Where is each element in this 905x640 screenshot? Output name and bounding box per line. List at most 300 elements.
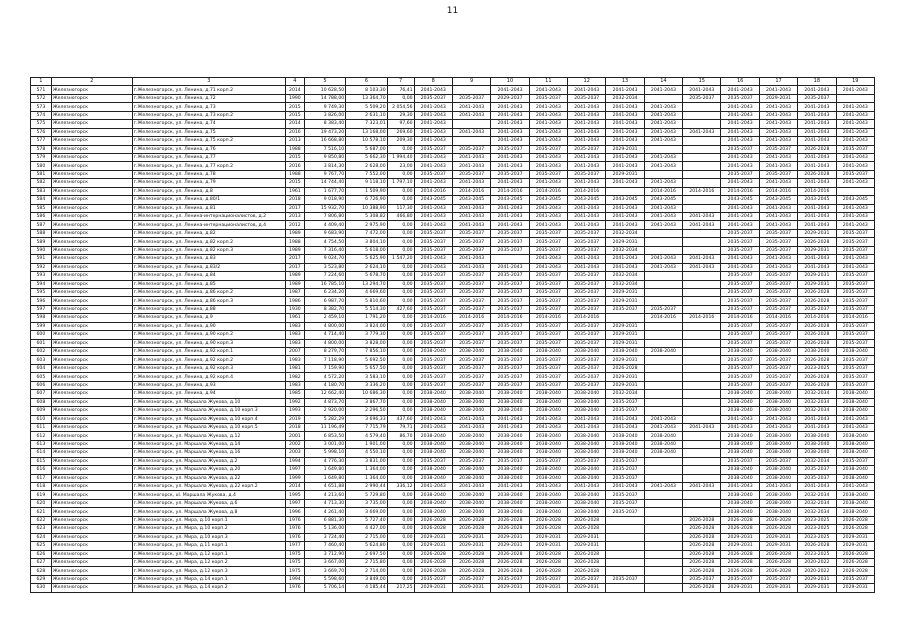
column-header: 15	[683, 78, 721, 86]
table-cell: 2029-2031	[491, 584, 529, 592]
table-cell: 2038-2040	[836, 432, 874, 440]
table-cell: 2038-2040	[644, 449, 682, 457]
table-cell: 2035-2037	[452, 457, 490, 465]
table-cell: 2041-2043	[759, 483, 797, 491]
table-cell: 15 932,70	[304, 204, 345, 212]
table-cell: Железногорск	[51, 356, 132, 364]
table-cell: 2041-2043	[414, 483, 452, 491]
table-cell: г.Железногорск, ул. Мира, д.14 корп.2	[132, 584, 285, 592]
table-cell: 2038-2040	[721, 440, 759, 448]
table-cell	[683, 120, 721, 128]
table-cell: 2041-2043	[644, 128, 682, 136]
table-cell: 2035-2037	[606, 305, 644, 313]
table-cell: 2041-2043	[759, 120, 797, 128]
table-cell: 2035-2037	[529, 575, 567, 583]
table-cell: 2035-2037	[568, 305, 606, 313]
table-cell: 2035-2037	[759, 246, 797, 254]
table-cell: 5 729,80	[346, 491, 387, 499]
table-cell: 1 649,80	[304, 474, 345, 482]
table-cell: 0,00	[387, 297, 414, 305]
table-cell: 5 687,00	[346, 145, 387, 153]
table-cell: 2035-2037	[721, 94, 759, 102]
column-header: 7	[387, 78, 414, 86]
table-cell: г.Железногорск, ул. Ленина, д.72	[132, 94, 285, 102]
table-cell: Железногорск	[51, 137, 132, 145]
table-cell: 2043-2045	[836, 196, 874, 204]
table-cell	[606, 314, 644, 322]
table-cell: Железногорск	[51, 474, 132, 482]
table-cell: 2026-2028	[568, 550, 606, 558]
table-cell: 2038-2040	[721, 390, 759, 398]
table-cell: 0,00	[387, 390, 414, 398]
table-cell: 2043-2045	[644, 196, 682, 204]
table-cell: 2041-2043	[606, 128, 644, 136]
table-cell	[836, 94, 874, 102]
table-cell: 5 514,30	[346, 305, 387, 313]
table-cell: 2035-2037	[529, 364, 567, 372]
table-cell: 2038-2040	[759, 407, 797, 415]
table-cell: 608	[31, 398, 52, 406]
table-cell: 2035-2037	[721, 238, 759, 246]
table-cell: 336,12	[387, 483, 414, 491]
table-cell: 602	[31, 348, 52, 356]
table-cell: 0,00	[387, 525, 414, 533]
table-cell: 2035-2037	[414, 339, 452, 347]
table-cell: 7 323,01	[346, 120, 387, 128]
table-cell: 1993	[286, 407, 305, 415]
table-cell: 2041-2043	[568, 86, 606, 94]
table-cell: 2041-2043	[683, 423, 721, 431]
table-cell: 4 800,00	[304, 339, 345, 347]
table-cell: г.Железногорск, ул. Мира, д.10 корп.2	[132, 525, 285, 533]
table-cell: 2041-2043	[836, 255, 874, 263]
table-cell: 2038-2040	[452, 474, 490, 482]
table-cell: 2 990,44	[346, 483, 387, 491]
table-cell: 1983	[286, 322, 305, 330]
table-cell: 2041-2043	[836, 204, 874, 212]
table-cell: 2038-2040	[452, 440, 490, 448]
table-cell: 2041-2043	[452, 221, 490, 229]
table-cell: 1976	[286, 584, 305, 592]
table-cell: 2035-2037	[491, 288, 529, 296]
table-cell: 117,30	[387, 204, 414, 212]
table-cell: 0,00	[387, 196, 414, 204]
table-cell: 580	[31, 162, 52, 170]
table-cell: 2038-2040	[836, 348, 874, 356]
table-cell: 2026-2028	[836, 558, 874, 566]
table-cell: 1989	[286, 272, 305, 280]
table-cell: 2035-2037	[606, 499, 644, 507]
table-cell: 2014-2016	[759, 187, 797, 195]
table-cell: 604	[31, 364, 52, 372]
table-cell: 11 196,49	[304, 423, 345, 431]
table-cell: 2035-2037	[452, 575, 490, 583]
table-cell: 599	[31, 322, 52, 330]
table-cell: 2 631,10	[346, 111, 387, 119]
table-cell: 9 683,90	[304, 229, 345, 237]
table-cell: Железногорск	[51, 111, 132, 119]
table-cell: 0,00	[387, 229, 414, 237]
table-cell: 2035-2037	[836, 297, 874, 305]
table-cell	[644, 466, 682, 474]
table-cell: 2041-2043	[798, 263, 836, 271]
table-cell: 2041-2043	[759, 213, 797, 221]
table-cell: 7 552,00	[346, 170, 387, 178]
table-cell: г.Железногорск, ул. Ленина, д.9	[132, 314, 285, 322]
table-cell: 2038-2040	[606, 449, 644, 457]
table-cell: Железногорск	[51, 457, 132, 465]
table-cell: 2038-2040	[568, 449, 606, 457]
table-cell: 2038-2040	[836, 449, 874, 457]
table-cell: 0,00	[387, 499, 414, 507]
table-row	[31, 170, 875, 178]
table-cell: 1975	[286, 558, 305, 566]
table-cell: Железногорск	[51, 440, 132, 448]
table-row	[31, 390, 875, 398]
table-cell: 2035-2037	[836, 381, 874, 389]
table-cell: 2019	[286, 415, 305, 423]
table-cell: 2041-2043	[491, 204, 529, 212]
column-header: 19	[836, 78, 874, 86]
table-cell: 2035-2037	[644, 305, 682, 313]
table-cell	[644, 457, 682, 465]
table-cell: 609	[31, 407, 52, 415]
column-header: 18	[798, 78, 836, 86]
table-cell: 2038-2040	[452, 466, 490, 474]
table-row	[31, 120, 875, 128]
table-cell: 2041-2043	[721, 263, 759, 271]
table-cell: 2041-2043	[721, 120, 759, 128]
table-cell: 2035-2037	[568, 364, 606, 372]
table-cell: 2029-2031	[721, 584, 759, 592]
table-cell: 2035-2037	[836, 238, 874, 246]
table-cell: Железногорск	[51, 229, 132, 237]
table-cell: 2041-2043	[721, 415, 759, 423]
table-cell: 2029-2031	[759, 94, 797, 102]
table-cell: 16 668,80	[304, 137, 345, 145]
table-cell: 4 180,70	[304, 381, 345, 389]
table-cell	[644, 558, 682, 566]
table-cell	[836, 187, 874, 195]
table-cell: Железногорск	[51, 288, 132, 296]
table-cell: 466,80	[387, 213, 414, 221]
table-cell: 2035-2037	[568, 457, 606, 465]
table-cell: 2038-2040	[836, 474, 874, 482]
table-cell	[644, 575, 682, 583]
table-cell: 2038-2040	[568, 474, 606, 482]
table-cell: 2041-2043	[414, 204, 452, 212]
table-cell: 2041-2043	[452, 483, 490, 491]
table-cell	[683, 474, 721, 482]
table-cell: 2035-2037	[721, 288, 759, 296]
table-cell: 2026-2028	[683, 516, 721, 524]
table-cell: Железногорск	[51, 466, 132, 474]
table-cell: Железногорск	[51, 255, 132, 263]
table-cell: 79,71	[387, 423, 414, 431]
table-cell: 2041-2043	[414, 153, 452, 161]
table-cell: 2029-2031	[452, 542, 490, 550]
table-cell: 2038-2040	[529, 440, 567, 448]
table-cell: 598	[31, 314, 52, 322]
table-cell: 2 624,10	[346, 263, 387, 271]
table-cell: 593	[31, 272, 52, 280]
table-cell: 2043-2045	[568, 196, 606, 204]
table-cell: Железногорск	[51, 196, 132, 204]
table-cell: 9 118,10	[346, 179, 387, 187]
column-header: 10	[491, 78, 529, 86]
table-cell: 2035-2037	[568, 297, 606, 305]
table-cell: 1994	[286, 575, 305, 583]
table-cell	[644, 238, 682, 246]
table-cell: 2023-2025	[798, 550, 836, 558]
table-cell: Железногорск	[51, 542, 132, 550]
table-cell: 2035-2037	[414, 246, 452, 254]
table-cell: 2041-2043	[452, 213, 490, 221]
table-cell: 2038-2040	[414, 491, 452, 499]
table-cell: 2026-2028	[759, 567, 797, 575]
table-cell: 4 261,40	[304, 508, 345, 516]
table-row	[31, 550, 875, 558]
table-cell: 2029-2031	[836, 533, 874, 541]
table-cell: 2038-2040	[759, 474, 797, 482]
table-cell: г.Железногорск, ул. Ленина, д.92 корп.4	[132, 373, 285, 381]
table-cell: 2038-2040	[721, 491, 759, 499]
table-cell: 2029-2031	[606, 297, 644, 305]
table-cell: 6 881,30	[304, 516, 345, 524]
table-cell: 1997	[286, 499, 305, 507]
table-cell: 575	[31, 120, 52, 128]
table-cell: 0,00	[387, 457, 414, 465]
table-cell: 2041-2043	[529, 153, 567, 161]
table-cell	[644, 381, 682, 389]
table-cell	[683, 103, 721, 111]
table-cell: 1 791,20	[346, 314, 387, 322]
table-cell: 2041-2043	[606, 213, 644, 221]
table-cell: 5 308,82	[346, 213, 387, 221]
table-cell: 2035-2037	[414, 373, 452, 381]
table-cell: Железногорск	[51, 508, 132, 516]
table-cell: 1987	[286, 288, 305, 296]
table-cell	[644, 474, 682, 482]
table-cell: 2038-2040	[721, 432, 759, 440]
table-cell	[644, 373, 682, 381]
table-cell: 2026-2028	[529, 525, 567, 533]
column-header: 8	[414, 78, 452, 86]
table-cell: 0,00	[387, 533, 414, 541]
table-cell: 2041-2043	[721, 204, 759, 212]
table-cell: 2014-2016	[836, 314, 874, 322]
table-cell: 0,00	[387, 170, 414, 178]
table-cell: 2041-2043	[529, 103, 567, 111]
table-row	[31, 499, 875, 507]
table-cell: 5 706,14	[304, 584, 345, 592]
table-cell: 3 336,20	[346, 381, 387, 389]
table-cell: 2035-2037	[836, 322, 874, 330]
table-cell: 2035-2037	[452, 305, 490, 313]
table-cell: Железногорск	[51, 179, 132, 187]
table-row	[31, 407, 875, 415]
table-cell: 2012	[286, 221, 305, 229]
table-cell: г.Железногорск, ул. Ленина, д.81	[132, 204, 285, 212]
table-cell: 1983	[286, 331, 305, 339]
table-cell: 2035-2037	[836, 457, 874, 465]
table-cell: 2035-2037	[798, 94, 836, 102]
table-cell: 2041-2043	[414, 255, 452, 263]
table-cell	[606, 558, 644, 566]
table-cell: 623	[31, 525, 52, 533]
table-cell: 2035-2037	[798, 466, 836, 474]
table-cell: 2041-2043	[798, 483, 836, 491]
table-cell: 2035-2037	[721, 575, 759, 583]
table-cell: 2014-2016	[414, 314, 452, 322]
table-cell: 2041-2043	[683, 213, 721, 221]
table-cell: 2041-2043	[606, 179, 644, 187]
table-cell: 2035-2037	[529, 305, 567, 313]
table-cell: 2035-2037	[721, 297, 759, 305]
table-cell: Железногорск	[51, 331, 132, 339]
table-cell: 2035-2037	[683, 575, 721, 583]
table-cell: 625	[31, 542, 52, 550]
table-cell: 2035-2037	[836, 339, 874, 347]
table-cell: 2038-2040	[759, 432, 797, 440]
table-cell: 2029-2037	[491, 94, 529, 102]
table-cell: 2043-2045	[721, 196, 759, 204]
table-cell	[644, 280, 682, 288]
table-cell: 2016	[286, 162, 305, 170]
table-cell: 2032-2034	[798, 491, 836, 499]
table-cell: 2038-2040	[491, 449, 529, 457]
table-row	[31, 466, 875, 474]
table-cell: 2041-2043	[414, 415, 452, 423]
table-cell: 2041-2043	[491, 111, 529, 119]
table-cell: 2038-2040	[606, 348, 644, 356]
table-cell	[644, 272, 682, 280]
table-cell: 2035-2037	[759, 364, 797, 372]
table-cell: 2035-2037	[721, 457, 759, 465]
table-cell: 7 118,90	[304, 356, 345, 364]
column-header: 4	[286, 78, 305, 86]
table-cell: 2041-2043	[721, 179, 759, 187]
table-cell: г.Железногорск, ул. Ленина, д.92 корп.3	[132, 364, 285, 372]
table-cell: 2041-2043	[836, 263, 874, 271]
table-cell: 2026-2028	[683, 542, 721, 550]
table-cell: 5 509,20	[346, 103, 387, 111]
table-row	[31, 584, 875, 592]
table-cell: 2035-2037	[721, 322, 759, 330]
table-cell: 2032-2034	[606, 94, 644, 102]
table-cell: 2035-2037	[491, 229, 529, 237]
table-cell: 0,00	[387, 491, 414, 499]
table-cell	[644, 364, 682, 372]
table-cell: 2041-2043	[721, 221, 759, 229]
table-row	[31, 196, 875, 204]
table-cell: 8 279,70	[304, 348, 345, 356]
table-cell: 2041-2043	[836, 137, 874, 145]
table-cell: 589	[31, 238, 52, 246]
table-cell: 1 901,00	[346, 440, 387, 448]
table-cell: 2026-2028	[798, 331, 836, 339]
table-cell: 2038-2040	[836, 398, 874, 406]
table-cell: 2041-2043	[529, 221, 567, 229]
table-cell: 2035-2037	[683, 94, 721, 102]
table-cell: 2041-2043	[491, 483, 529, 491]
table-cell: 2035-2037	[759, 457, 797, 465]
table-cell: 2026-2028	[721, 567, 759, 575]
table-cell: 2035-2037	[491, 373, 529, 381]
table-cell: Железногорск	[51, 381, 132, 389]
table-cell: 1 364,00	[346, 474, 387, 482]
table-cell: 2026-2028	[568, 516, 606, 524]
table-cell: 2038-2040	[491, 474, 529, 482]
table-cell: Железногорск	[51, 153, 132, 161]
table-cell: 2041-2043	[836, 103, 874, 111]
table-cell: 2041-2043	[414, 263, 452, 271]
table-cell: 2041-2043	[414, 179, 452, 187]
table-cell: 2041-2043	[529, 111, 567, 119]
table-cell: 0,00	[387, 373, 414, 381]
table-cell: 2035-2037	[836, 575, 874, 583]
table-cell: 2035-2037	[414, 364, 452, 372]
table-cell: 2035-2037	[721, 339, 759, 347]
table-cell: 6 853,50	[304, 432, 345, 440]
table-cell: 2041-2043	[798, 86, 836, 94]
table-cell	[683, 407, 721, 415]
table-cell: 1975	[286, 567, 305, 575]
table-row	[31, 322, 875, 330]
table-cell: 2026-2028	[529, 550, 567, 558]
table-row	[31, 449, 875, 457]
table-cell: 2035-2037	[452, 170, 490, 178]
table-cell: 8 383,40	[304, 120, 345, 128]
table-cell: 4 713,30	[304, 499, 345, 507]
table-cell: 2038-2040	[721, 466, 759, 474]
table-cell: 2041-2043	[568, 221, 606, 229]
table-cell: 9 024,70	[304, 255, 345, 263]
table-cell	[683, 288, 721, 296]
table-cell: 2035-2037	[721, 272, 759, 280]
table-cell: 0,00	[387, 558, 414, 566]
table-cell: 2014	[286, 483, 305, 491]
table-row	[31, 128, 875, 136]
table-cell: 2038-2040	[452, 508, 490, 516]
table-cell: Железногорск	[51, 221, 132, 229]
table-cell: 2014	[286, 120, 305, 128]
table-cell: г.Железногорск, ул. Ленина, д.93	[132, 381, 285, 389]
table-cell: 614	[31, 449, 52, 457]
table-cell: Железногорск	[51, 575, 132, 583]
table-cell: 4 754,50	[304, 238, 345, 246]
table-cell: Железногорск	[51, 407, 132, 415]
table-cell: 2035-2037	[836, 288, 874, 296]
table-cell: 2041-2043	[568, 137, 606, 145]
table-cell: 2014-2016	[721, 314, 759, 322]
table-row	[31, 491, 875, 499]
table-cell: 1997	[286, 466, 305, 474]
table-cell: 5 598,60	[304, 575, 345, 583]
table-cell: 3 669,70	[304, 567, 345, 575]
table-cell: 2035-2037	[491, 246, 529, 254]
table-cell: 7 472,00	[346, 229, 387, 237]
table-cell: 1 364,00	[346, 466, 387, 474]
table-cell: 1995	[286, 491, 305, 499]
table-cell: 2038-2040	[759, 398, 797, 406]
table-cell: 2015	[286, 111, 305, 119]
table-cell: 2043-2045	[798, 196, 836, 204]
table-row	[31, 331, 875, 339]
column-header: 16	[721, 78, 759, 86]
column-header: 1	[31, 78, 52, 86]
table-row	[31, 272, 875, 280]
